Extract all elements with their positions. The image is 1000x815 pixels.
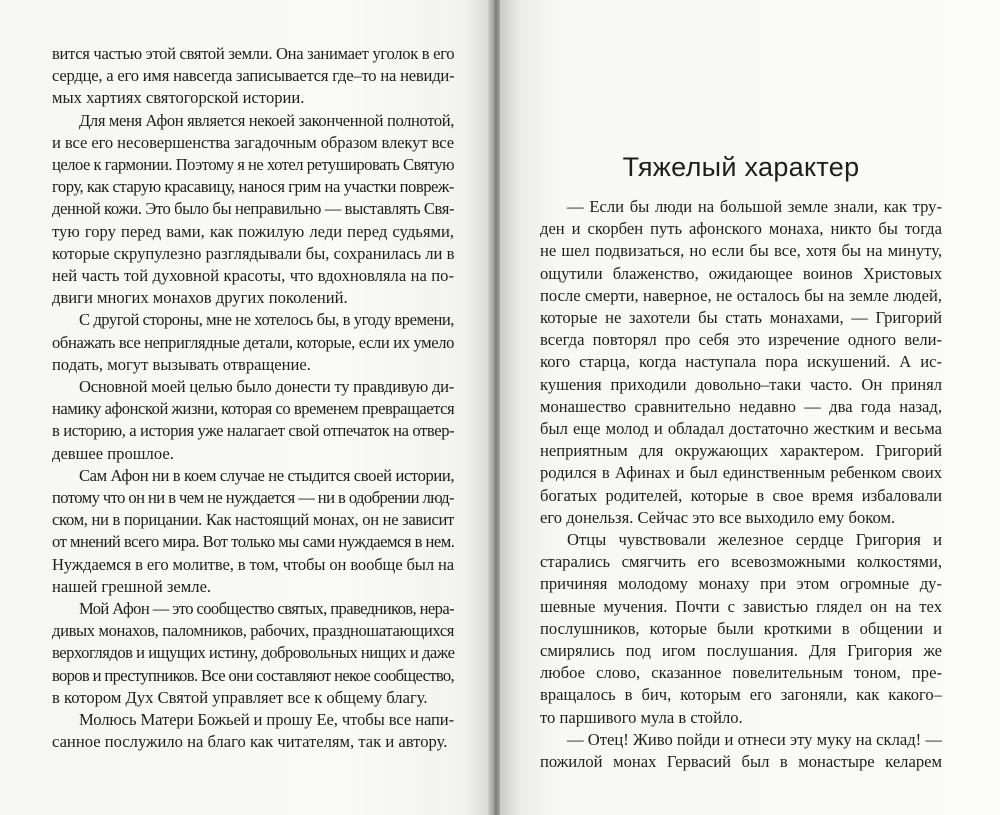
text-line: Сам Афон ни в коем случае не стыдится своей истории, — [79, 465, 455, 485]
text-line: которые скрупулезно разглядывали бы, сохранилась ли в — [52, 243, 455, 263]
text-line: Основной моей целью было донести ту правдивую ди- — [79, 377, 454, 397]
text-line: ском, ни в порицании. Как настоящий монах, он не зависит — [52, 510, 454, 530]
text-line: монашество сравнительно недавно — два года назад, — [540, 396, 942, 416]
text-line: любое слово, сказанное повелительным тоном, пре- — [540, 663, 942, 683]
text-line: тую гору перед вами, как пожилую леди перед судьями, — [52, 221, 454, 241]
chapter-title: Тяжелый характер — [622, 152, 860, 182]
text-line: двиги многих монахов других поколений. — [52, 288, 348, 308]
text-line: Мой Афон — это сообщество святых, праведников, нера- — [79, 599, 454, 619]
text-line: мых хартиях святогорской истории. — [52, 88, 305, 108]
text-line: сердце, а его имя навсегда записывается где–то на невиди- — [52, 66, 455, 86]
text-line: в котором Дух Святой управляет все к общему благу. — [52, 687, 428, 707]
text-line: Нуждаемся в его молитве, в том, чтобы он вообще был на — [52, 554, 454, 574]
text-line: был еще молод и обладал достаточно жестким и весьма — [540, 419, 942, 439]
text-line: Отцы чувствовали железное сердце Григория и — [567, 530, 942, 550]
text-line: кого старца, когда наступала пора искушений. А ис- — [540, 352, 942, 372]
text-line: вится частью этой святой земли. Она занимает уголок в его — [52, 44, 455, 63]
text-line: подать, могут вызывать отвращение. — [52, 354, 311, 374]
text-line: ней часть той духовной красоты, что вдохновляла на по- — [52, 266, 454, 286]
text-line: верхоглядов и ищущих истину, добровольных нищих и даже — [52, 643, 455, 663]
text-line: девшее прошлое. — [52, 443, 174, 463]
text-line: кушения приходили довольно–таки часто. Он принял — [540, 374, 942, 394]
text-line: Молюсь Матери Божьей и прошу Ее, чтобы все напи- — [79, 710, 454, 730]
text-line: послушников, которые были кроткими в общении и — [540, 618, 942, 638]
text-line: — Если бы люди на большой земле знали, как тру- — [567, 197, 942, 216]
left-page — [0, 0, 490, 815]
text-line: неприятным для окружающих характером. Григорий — [540, 441, 942, 461]
text-line: Для меня Афон является некоей законченной полнотой, — [79, 110, 454, 130]
text-line: от мнений всего мира. Вот только мы сами нуждаемся в нем. — [52, 532, 455, 552]
text-line: то паршивого мула в стойло. — [540, 707, 743, 727]
text-line: после смерти, наверное, не осталось бы на земле людей, — [540, 285, 942, 305]
text-line: и все его несовершенства загадочным образом влекут все — [52, 132, 454, 152]
text-line: в историю, а история уже налагает свой отпечаток на отвер- — [52, 421, 455, 441]
text-line: родился в Афинах и был единственным ребенком своих — [540, 463, 942, 483]
text-line: шевные мучения. Почти с завистью глядел он на тех — [540, 596, 942, 616]
text-line: не шел подвизаться, но если бы все, хотя бы на минуту, — [540, 241, 942, 261]
text-line: ден и скорбен путь афонского монаха, никто бы тогда — [540, 219, 942, 239]
text-line: причиняя молодому монаху при этом огромные ду- — [540, 574, 942, 594]
text-line: воров и преступников. Все они составляют некое сообщество, — [52, 665, 454, 685]
text-line: вращалось в бич, которым его загоняли, как какого– — [540, 685, 942, 705]
text-line: — Отец! Живо пойди и отнеси эту муку на склад! — — [567, 729, 942, 749]
text-line: смирялись под игом послушания. Для Григория же — [540, 641, 942, 661]
text-line: обнажать все неприглядные детали, которые, если их умело — [52, 332, 454, 352]
text-line: которые не захотели бы стать монахами, — Григорий — [540, 308, 942, 328]
left-page-body — [52, 43, 454, 754]
text-line: дивых монахов, паломников, рабочих, праздношатающихся — [52, 621, 455, 641]
right-page — [500, 0, 1000, 815]
text-line: С другой стороны, мне не хотелось бы, в угоду времени, — [79, 310, 454, 330]
text-line: богатых родителей, которые в свое время избаловали — [540, 485, 942, 505]
right-page-body — [540, 196, 942, 773]
text-line: нашей грешной земле. — [52, 576, 212, 596]
text-line: санное послужило на благо как читателям, так и автору. — [52, 732, 448, 752]
text-line: гору, как старую красавицу, нанося грим на участки повреж- — [52, 177, 454, 197]
text-line: всегда повторял про себя это изречение одного вели- — [540, 330, 942, 350]
text-line: потому что он ни в чем не нуждается — ни в одобрении люд- — [52, 488, 454, 508]
text-line: пожилой монах Гервасий был в монастыре келарем — [540, 752, 942, 772]
text-line: целое к гармонии. Поэтому я не хотел ретушировать Святую — [52, 155, 455, 175]
text-line: его донельзя. Сейчас это все выходило ему боком. — [540, 507, 896, 527]
text-line: намику афонской жизни, которая со временем превращается — [52, 399, 455, 419]
text-line: старались смягчить его всевозможными колкостями, — [540, 552, 942, 572]
text-line: денной кожи. Это было бы неправильно — выставлять Свя- — [52, 199, 455, 219]
text-line: ощутили блаженство, ожидающее воинов Христовых — [540, 263, 942, 283]
